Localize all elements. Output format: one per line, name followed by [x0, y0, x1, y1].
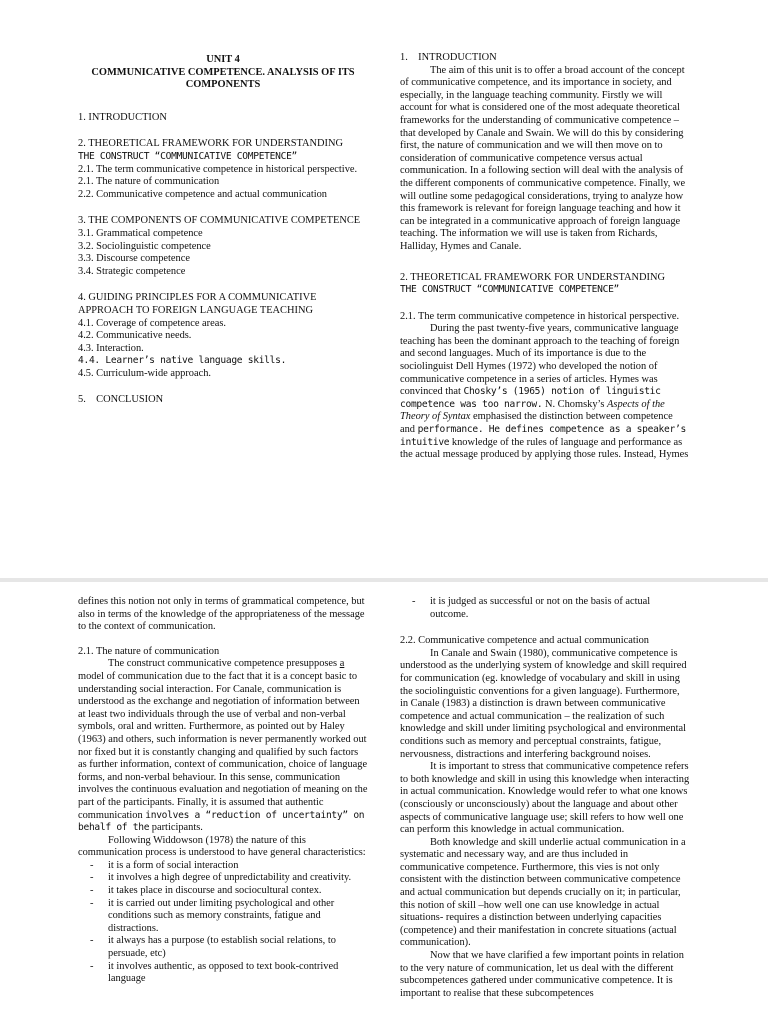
unit-title: COMMUNICATIVE COMPETENCE. ANALYSIS OF ITS COMPONENTS: [91, 66, 355, 91]
toc-section-2: 2. THEORETICAL FRAMEWORK FOR UNDERSTANDING: [78, 138, 343, 150]
nature-paragraph: [78, 658, 368, 834]
toc-item: 3.1. Grammatical competence: [78, 227, 203, 239]
toc-item: 4.5. Curriculum-wide approach.: [78, 367, 212, 379]
toc-item: 4.4. Learner’s native language skills.: [78, 355, 287, 367]
section-heading: 2. THEORETICAL FRAMEWORK FOR UNDERSTANDING: [400, 271, 665, 283]
continued-paragraph: defines this notion not only in terms of grammatical competence, but also in terms of the knowledge of the appropriateness of the message to the context of communication.: [78, 596, 365, 633]
toc-item: 4.1. Coverage of competence areas.: [78, 317, 226, 329]
characteristics-list: [78, 860, 368, 986]
section-heading-cont: THE CONSTRUCT “COMMUNICATIVE COMPETENCE”: [400, 284, 620, 296]
toc-item: 2.2. Communicative competence and actual communication: [78, 188, 328, 200]
nature-column: [78, 596, 368, 986]
text-run: The construct communicative competence presupposes: [108, 658, 340, 670]
text-run: N. Chomsky’s: [542, 398, 608, 410]
document-page-2: [0, 582, 768, 1024]
intro-paragraph: The aim of this unit is to offer a broad account of the concept of communicative competence, and its importance in society, and especially, in the language teaching community. Firstly we will account for what is considered one of the most adequate theoretical frameworks for the understanding of communicative competence –that developed by Canale and Swain. We will do this by considering first, the nature of communication and we will then move on to consideration of communicative competence versus actual communication. In a following section will deal with the analysis of the different components of communicative competence. Finally, we will outline some pedagogical considerations, trying to analyze how this framework is relevant for foreign language teaching and how it can be integrated in a communicative approach of foreign language teaching. The information we will use is taken from Richards, Halliday, Hymes and Canale.: [400, 64, 686, 252]
section-heading: 1. INTRODUCTION: [400, 52, 497, 63]
book-title: Aspects of the Theory of Syntax: [400, 398, 665, 423]
text-run: model of communication due to the fact that it is a concept basic to understanding social interaction. For Canale, communication is understood as the exchange and negotiation of information between at least two individuals through the use of verbal and non-verbal symbols, oral and written. Furthermore, as pointed out by Haley (1963) and others, such information is never permanently worked out nor fixed but it is constantly changing and qualified by such factors as further information, context of communication, choice of language forms, and non-verbal behaviour. In this sense, communication involves the continuous evaluation and negotiation of meaning on the part of the participants. Finally, it is assumed that authentic communication: [78, 670, 368, 821]
toc-item: 3.2. Sociolinguistic competence: [78, 240, 211, 252]
text-run: knowledge of the rules of language and performance as the actual message produced by applying those rules. Instead, Hymes: [400, 436, 689, 461]
toc-section-2-cont: THE CONSTRUCT “COMMUNICATIVE COMPETENCE”: [78, 150, 298, 162]
toc-item: 4.2. Communicative needs.: [78, 330, 192, 342]
text-run: Chosky’s (1965) notion of linguistic competence was too narrow.: [400, 386, 661, 410]
characteristics-intro: Following Widdowson (1978) the nature of this communication process is understood to have general characteristics:: [78, 834, 366, 859]
introduction-column: [400, 52, 690, 462]
list-item: - it is judged as successful or not on the basis of actual outcome.: [400, 596, 690, 621]
toc-item: 3.3. Discourse competence: [78, 253, 190, 265]
competence-column: [400, 596, 690, 1000]
paragraph: It is important to stress that communicative competence refers to both knowledge and skill in using this knowledge when interacting in actual communication. Knowledge would refer to what one knows (consciously or unconsciously) about the language and about other aspects of communicative language use; skill refers to how well one can perform this knowledge in actual communication.: [400, 761, 690, 836]
toc-section-3: 3. THE COMPONENTS OF COMMUNICATIVE COMPETENCE: [78, 215, 361, 227]
toc-item: 3.4. Strategic competence: [78, 265, 186, 277]
paragraph: In Canale and Swain (1980), communicative competence is understood as the underlying system of knowledge and skill required for communication (eg. knowledge of vocabulary and skill in using the sociolinguistic conventions for a given language). Furthermore, in Canale (1983) a distinction is drawn between communicative competence and actual communication – the realization of such knowledge and skill under limiting psychological and environmental conditions such as memory and perceptual constraints, fatigue, nervousness, distractions and interfering background noises.: [400, 647, 687, 760]
paragraph: Both knowledge and skill underlie actual communication in a systematic and necessary way, and are thus included in communicative competence. Furthermore, this vies is not only consistent with the distinction between communicative competence and actual communication but depends crucially on it; in particular, this notion of skill –how well one can use knowledge in actual situations- requires a distinction between underlying capacities (competence) and their manifestation in concrete situations (actual communication).: [400, 836, 686, 949]
subsection-heading: 2.2. Communicative competence and actual communication: [400, 635, 650, 647]
subsection-heading: 2.1. The nature of communication: [78, 645, 220, 657]
toc-item: 4.3. Interaction.: [78, 342, 144, 354]
list-item: - it takes place in discourse and sociocultural contex.: [78, 885, 368, 898]
toc-conclusion: 5. CONCLUSION: [78, 394, 164, 406]
list-item: - it involves authentic, as opposed to text book-contrived language: [78, 961, 368, 986]
list-item: - it always has a purpose (to establish social relations, to persuade, etc): [78, 935, 368, 960]
list-item: - it is carried out under limiting psychological and other conditions such as memory constraints, fatigue and distractions.: [78, 898, 368, 936]
toc-item: 2.1. The term communicative competence in historical perspective.: [78, 163, 358, 175]
table-of-contents: [78, 54, 368, 407]
text-run: participants.: [149, 822, 203, 834]
toc-section-4: 4. GUIDING PRINCIPLES FOR A COMMUNICATIVE APPROACH TO FOREIGN LANGUAGE TEACHING: [78, 292, 317, 316]
text-run: During the past twenty-five years, communicative language teaching has been the dominant approach to the teaching of foreign and second languages. Much of its importance is due to the sociolinguist Dell Hymes (1972) who developed the notion of communicative competence in a series of articles. Hymes was convinced that: [400, 323, 680, 398]
list-item: - it is a form of social interaction: [78, 860, 368, 873]
text-run: involves a “reduction of uncertainty” on behalf of the: [78, 809, 365, 834]
history-paragraph: [400, 323, 690, 462]
characteristics-list-cont: [400, 596, 690, 621]
text-run: a: [339, 658, 345, 670]
toc-item: 2.1. The nature of communication: [78, 176, 220, 188]
subsection-heading: 2.1. The term communicative competence in historical perspective.: [400, 310, 680, 322]
text-run: emphasised the distinction between competence and: [400, 411, 673, 436]
text-run: performance. He defines competence as a speaker’s intuitive: [400, 424, 686, 448]
unit-label: UNIT 4: [206, 54, 240, 65]
paragraph: Now that we have clarified a few important points in relation to the very nature of communication, let us deal with the different subcompetences gathered under communicative competence. It is important to realise that these subcompetences: [400, 950, 684, 999]
toc-introduction: 1. INTRODUCTION: [78, 111, 167, 123]
list-item: - it involves a high degree of unpredictability and creativity.: [78, 872, 368, 885]
